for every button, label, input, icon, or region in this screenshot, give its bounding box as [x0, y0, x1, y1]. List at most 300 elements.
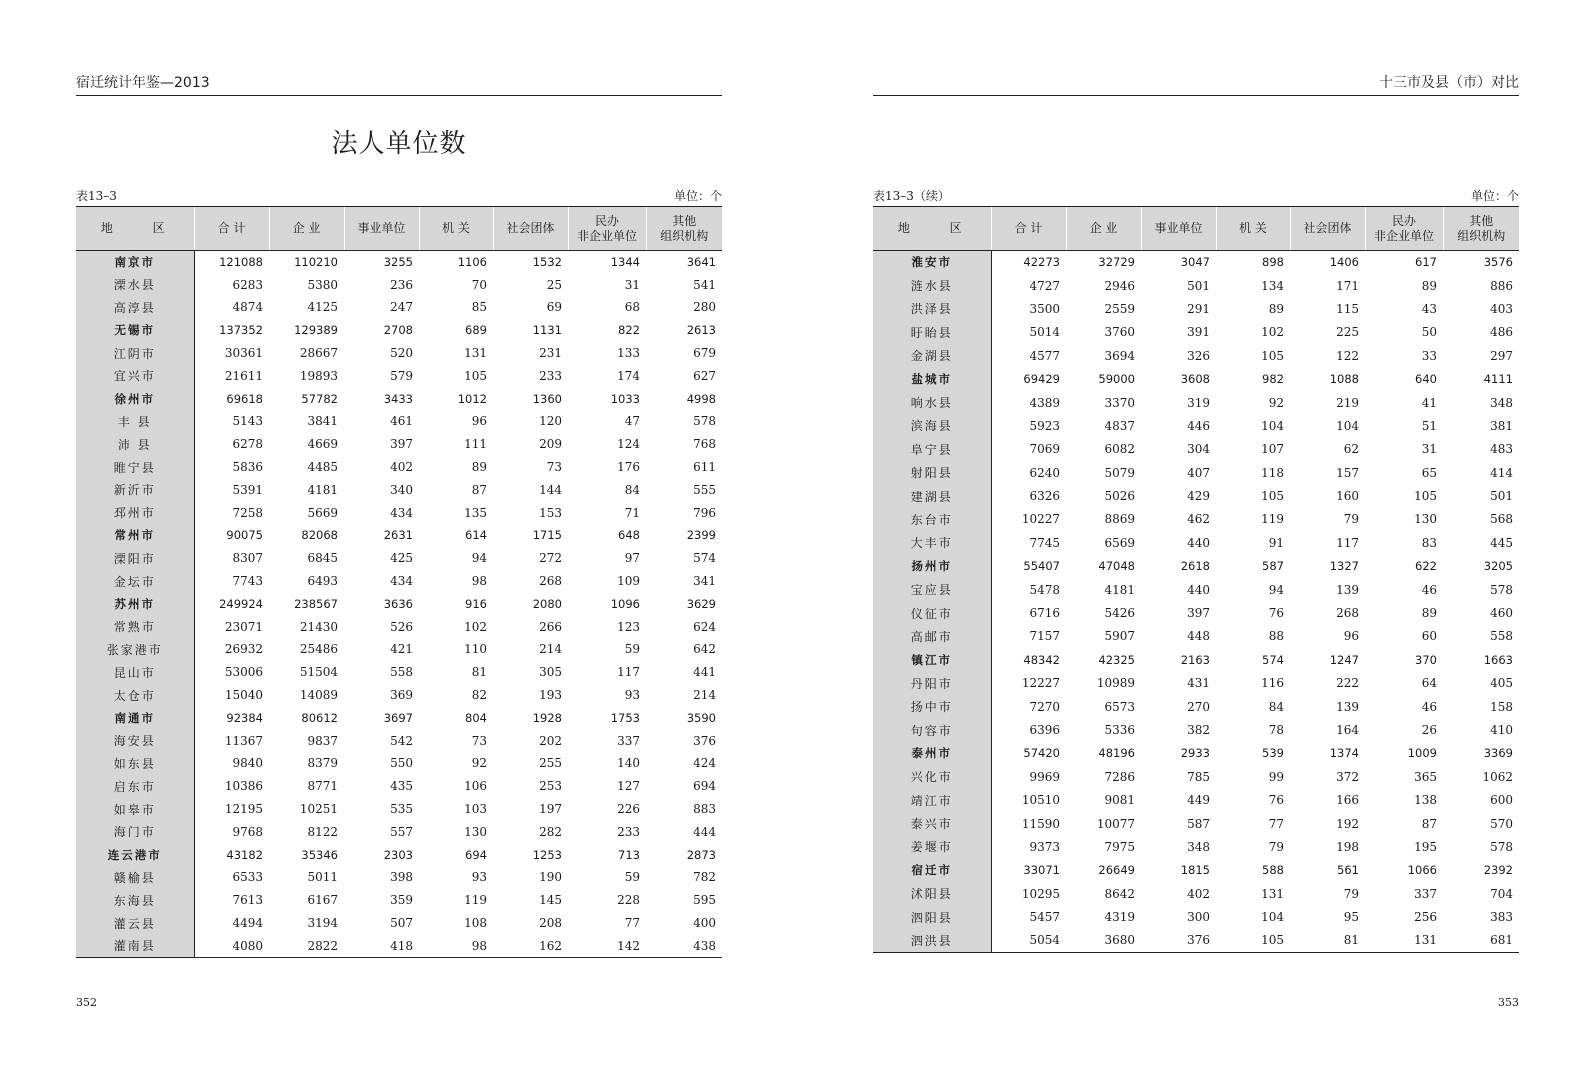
value-cell: 1532 — [532, 255, 562, 270]
table-row — [76, 456, 722, 479]
region-name-cell: 泗阳县 — [873, 905, 991, 928]
value-cell: 461 — [390, 414, 413, 429]
value-cell: 679 — [693, 346, 716, 361]
value-cell: 3433 — [383, 391, 413, 406]
value-cell: 31 — [624, 277, 640, 292]
value-cell: 10227 — [1021, 512, 1060, 527]
value-cell: 118 — [1261, 465, 1284, 480]
region-name-cell: 东台市 — [873, 508, 991, 531]
table-row — [76, 661, 722, 684]
value-cell: 982 — [1262, 372, 1284, 387]
value-cell: 2392 — [1483, 863, 1513, 878]
value-cell: 6326 — [1029, 489, 1060, 504]
value-cell: 4577 — [1029, 348, 1060, 363]
value-cell: 14089 — [299, 688, 338, 703]
value-cell: 370 — [1415, 652, 1437, 667]
value-cell: 483 — [1490, 442, 1513, 457]
header-social-org: 社会团体 — [493, 207, 568, 251]
value-cell: 3047 — [1180, 255, 1210, 270]
value-cell: 376 — [1141, 929, 1216, 952]
table-row — [873, 812, 1519, 835]
table-row — [873, 508, 1519, 531]
value-cell: 7270 — [1029, 699, 1060, 714]
value-cell: 5669 — [307, 505, 338, 520]
value-cell: 127 — [617, 779, 640, 794]
value-cell: 3205 — [1483, 559, 1513, 574]
value-cell: 460 — [1490, 606, 1513, 621]
value-cell: 69429 — [1023, 372, 1060, 387]
value-cell: 89 — [1421, 278, 1437, 293]
value-cell: 108 — [464, 916, 487, 930]
value-cell: 9081 — [1104, 793, 1135, 808]
value-cell: 291 — [1187, 301, 1210, 316]
value-cell: 88 — [1268, 629, 1284, 644]
table-row — [873, 672, 1519, 695]
value-cell: 421 — [390, 642, 413, 657]
region-name-cell: 句容市 — [873, 718, 991, 741]
value-cell: 33071 — [1023, 863, 1060, 878]
value-cell: 219 — [1336, 395, 1359, 410]
value-cell: 85 — [471, 300, 487, 315]
value-cell: 449 — [1187, 793, 1210, 808]
value-cell: 92384 — [226, 710, 263, 725]
header-agency: 机 关 — [419, 207, 493, 251]
value-cell: 9837 — [307, 733, 338, 748]
value-cell: 578 — [693, 414, 716, 429]
left-page — [76, 0, 722, 1077]
value-cell: 50 — [1421, 325, 1437, 340]
value-cell: 4111 — [1483, 372, 1513, 387]
value-cell: 8122 — [307, 824, 338, 839]
value-cell: 4494 — [232, 916, 263, 930]
table-row — [76, 934, 722, 957]
value-cell: 76 — [1268, 606, 1284, 621]
value-cell: 71 — [624, 505, 640, 520]
value-cell: 104 — [1261, 910, 1284, 925]
value-cell: 376 — [693, 733, 716, 748]
value-cell: 110210 — [294, 255, 338, 270]
table-row — [873, 765, 1519, 788]
header-private-line2: 非企业单位 — [576, 228, 637, 243]
value-cell: 138 — [1414, 793, 1437, 808]
value-cell: 77 — [624, 916, 640, 930]
table-row — [76, 843, 722, 866]
value-cell: 133 — [617, 346, 640, 361]
value-cell: 595 — [693, 893, 716, 908]
value-cell: 198 — [1336, 839, 1359, 854]
value-cell: 1088 — [1329, 372, 1359, 387]
value-cell: 431 — [1187, 676, 1210, 691]
value-cell: 391 — [1187, 325, 1210, 340]
value-cell: 570 — [1490, 816, 1513, 831]
value-cell: 372 — [1336, 769, 1359, 784]
value-cell: 94 — [1268, 582, 1284, 597]
region-name-cell: 南通市 — [76, 706, 194, 729]
value-cell: 611 — [693, 460, 716, 475]
region-name-cell: 邳州市 — [76, 501, 194, 524]
region-name-cell: 金坛市 — [76, 570, 194, 593]
value-cell: 383 — [1490, 910, 1513, 925]
value-cell: 53006 — [224, 665, 263, 680]
value-cell: 59 — [624, 642, 640, 657]
region-name-cell: 丹阳市 — [873, 672, 991, 695]
region-name-cell: 南京市 — [76, 251, 194, 274]
table-row — [873, 321, 1519, 344]
value-cell: 4389 — [1029, 395, 1060, 410]
region-name-cell: 海安县 — [76, 729, 194, 752]
region-name-cell: 灌南县 — [76, 934, 194, 957]
value-cell: 382 — [1187, 723, 1210, 737]
value-cell: 2946 — [1104, 278, 1135, 293]
region-name-cell: 大丰市 — [873, 531, 991, 554]
value-cell: 131 — [1261, 886, 1284, 901]
value-cell: 272 — [539, 551, 562, 566]
value-cell: 11367 — [224, 733, 263, 748]
value-cell: 326 — [1187, 348, 1210, 363]
value-cell: 2613 — [686, 323, 716, 338]
value-cell: 79 — [1268, 839, 1284, 854]
region-name-cell: 溧水县 — [76, 273, 194, 296]
value-cell: 414 — [1490, 465, 1513, 480]
value-cell: 130 — [464, 824, 487, 839]
value-cell: 9768 — [232, 824, 263, 839]
value-cell: 785 — [1187, 769, 1210, 784]
value-cell: 441 — [693, 665, 716, 680]
value-cell: 319 — [1187, 395, 1210, 410]
running-head-right: 十三市及县（市）对比 — [873, 73, 1519, 96]
table-row — [76, 729, 722, 752]
header-private-line1: 民办 — [1391, 213, 1416, 228]
value-cell: 158 — [1490, 699, 1513, 714]
table-row — [873, 905, 1519, 928]
value-cell: 214 — [539, 642, 562, 657]
header-row-right — [873, 207, 1519, 251]
region-name-cell: 响水县 — [873, 391, 991, 414]
table-row — [873, 882, 1519, 905]
value-cell: 121088 — [219, 255, 263, 270]
value-cell: 105 — [1261, 348, 1284, 363]
value-cell: 98 — [471, 574, 487, 589]
value-cell: 129389 — [294, 323, 338, 338]
value-cell: 462 — [1187, 512, 1210, 527]
value-cell: 1815 — [1180, 863, 1210, 878]
value-cell: 79 — [1343, 886, 1359, 901]
value-cell: 5380 — [307, 277, 338, 292]
region-name-cell: 高淳县 — [76, 296, 194, 319]
value-cell: 507 — [390, 916, 413, 930]
value-cell: 233 — [617, 824, 640, 839]
header-other — [1443, 207, 1519, 251]
header-other-line1: 其他 — [1469, 213, 1494, 228]
value-cell: 587 — [1262, 559, 1284, 574]
value-cell: 6167 — [307, 893, 338, 908]
table-row — [873, 929, 1519, 952]
value-cell: 41 — [1421, 395, 1437, 410]
value-cell: 8771 — [307, 779, 338, 794]
value-cell: 4181 — [307, 482, 338, 497]
value-cell: 574 — [1262, 652, 1284, 667]
value-cell: 137352 — [219, 323, 263, 338]
value-cell: 614 — [465, 528, 487, 543]
value-cell: 162 — [493, 934, 568, 957]
value-cell: 25 — [546, 277, 562, 292]
page-number-left: 352 — [76, 996, 97, 1009]
value-cell: 130 — [1414, 512, 1437, 527]
table-row — [873, 484, 1519, 507]
value-cell: 624 — [693, 619, 716, 634]
value-cell: 558 — [390, 665, 413, 680]
value-cell: 78 — [1268, 723, 1284, 737]
value-cell: 434 — [390, 574, 413, 589]
value-cell: 587 — [1187, 816, 1210, 831]
value-cell: 7069 — [1029, 442, 1060, 457]
value-cell: 160 — [1336, 489, 1359, 504]
value-cell: 3590 — [686, 710, 716, 725]
region-name-cell: 无锡市 — [76, 319, 194, 342]
value-cell: 642 — [693, 642, 716, 657]
value-cell: 10510 — [1021, 793, 1060, 808]
value-cell: 4319 — [1104, 910, 1135, 925]
value-cell: 535 — [390, 802, 413, 817]
table-row — [76, 478, 722, 501]
value-cell: 681 — [1443, 929, 1519, 952]
value-cell: 1012 — [457, 391, 487, 406]
value-cell: 33 — [1421, 348, 1437, 363]
table-row — [76, 570, 722, 593]
value-cell: 7258 — [232, 505, 263, 520]
value-cell: 2080 — [532, 596, 562, 611]
value-cell: 7975 — [1104, 839, 1135, 854]
value-cell: 5457 — [1029, 910, 1060, 925]
value-cell: 139 — [1336, 582, 1359, 597]
region-name-cell: 睢宁县 — [76, 456, 194, 479]
header-other-line2: 组织机构 — [660, 228, 709, 243]
region-name-cell: 姜堰市 — [873, 835, 991, 858]
value-cell: 898 — [1262, 255, 1284, 270]
region-name-cell: 苏州市 — [76, 592, 194, 615]
table-row — [873, 344, 1519, 367]
value-cell: 359 — [390, 893, 413, 908]
value-cell: 434 — [390, 505, 413, 520]
value-cell: 1033 — [610, 391, 640, 406]
value-cell: 5426 — [1104, 606, 1135, 621]
region-name-cell: 仪征市 — [873, 601, 991, 624]
value-cell: 640 — [1415, 372, 1437, 387]
value-cell: 10386 — [224, 779, 263, 794]
value-cell: 195 — [1414, 839, 1437, 854]
value-cell: 59000 — [1098, 372, 1135, 387]
value-cell: 542 — [390, 733, 413, 748]
value-cell: 5907 — [1104, 629, 1135, 644]
value-cell: 7613 — [232, 893, 263, 908]
value-cell: 541 — [693, 277, 716, 292]
value-cell: 694 — [693, 779, 716, 794]
region-name-cell: 海门市 — [76, 820, 194, 843]
value-cell: 51504 — [299, 665, 338, 680]
value-cell: 47048 — [1098, 559, 1135, 574]
value-cell: 916 — [465, 596, 487, 611]
value-cell: 501 — [1187, 278, 1210, 293]
header-region: 地 区 — [76, 207, 194, 251]
region-name-cell: 新沂市 — [76, 478, 194, 501]
region-name-cell: 连云港市 — [76, 843, 194, 866]
value-cell: 135 — [464, 505, 487, 520]
value-cell: 106 — [464, 779, 487, 794]
value-cell: 266 — [539, 619, 562, 634]
value-cell: 79 — [1343, 512, 1359, 527]
value-cell: 89 — [1268, 301, 1284, 316]
table-row — [76, 433, 722, 456]
table-row — [76, 547, 722, 570]
value-cell: 26932 — [224, 642, 263, 657]
value-cell: 1247 — [1329, 652, 1359, 667]
value-cell: 381 — [1490, 418, 1513, 433]
value-cell: 3697 — [383, 710, 413, 725]
value-cell: 407 — [1187, 465, 1210, 480]
value-cell: 713 — [618, 847, 640, 862]
value-cell: 21430 — [299, 619, 338, 634]
region-name-cell: 建湖县 — [873, 484, 991, 507]
table-row — [873, 718, 1519, 741]
value-cell: 23071 — [224, 619, 263, 634]
value-cell: 1066 — [1407, 863, 1437, 878]
value-cell: 6082 — [1104, 442, 1135, 457]
value-cell: 883 — [693, 802, 716, 817]
value-cell: 105 — [1414, 489, 1437, 504]
value-cell: 424 — [693, 756, 716, 771]
value-cell: 98 — [419, 934, 493, 957]
value-cell: 4125 — [307, 300, 338, 315]
value-cell: 60 — [1421, 629, 1437, 644]
value-cell: 65 — [1421, 465, 1437, 480]
table-row — [76, 319, 722, 342]
value-cell: 4998 — [686, 391, 716, 406]
table-row — [873, 601, 1519, 624]
value-cell: 555 — [693, 482, 716, 497]
value-cell: 268 — [539, 574, 562, 589]
region-name-cell: 常熟市 — [76, 615, 194, 638]
value-cell: 365 — [1414, 769, 1437, 784]
value-cell: 64 — [1421, 676, 1437, 691]
value-cell: 1344 — [610, 255, 640, 270]
right-page — [873, 0, 1519, 1077]
value-cell: 9373 — [1029, 839, 1060, 854]
value-cell: 102 — [464, 619, 487, 634]
value-cell: 622 — [1415, 559, 1437, 574]
value-cell: 557 — [390, 824, 413, 839]
value-cell: 4669 — [307, 437, 338, 452]
value-cell: 90075 — [226, 528, 263, 543]
value-cell: 226 — [617, 802, 640, 817]
table-row — [76, 706, 722, 729]
value-cell: 171 — [1336, 278, 1359, 293]
value-cell: 157 — [1336, 465, 1359, 480]
region-name-cell: 兴化市 — [873, 765, 991, 788]
table-meta-left — [76, 188, 722, 204]
value-cell: 268 — [1336, 606, 1359, 621]
value-cell: 6569 — [1104, 535, 1135, 550]
value-cell: 247 — [390, 300, 413, 315]
table-row — [873, 297, 1519, 320]
value-cell: 96 — [1343, 629, 1359, 644]
value-cell: 97 — [624, 551, 640, 566]
value-cell: 822 — [618, 323, 640, 338]
value-cell: 5026 — [1104, 489, 1135, 504]
value-cell: 2873 — [686, 847, 716, 862]
value-cell: 768 — [693, 437, 716, 452]
value-cell: 87 — [471, 482, 487, 497]
value-cell: 6493 — [307, 574, 338, 589]
region-name-cell: 泰州市 — [873, 742, 991, 765]
value-cell: 153 — [539, 505, 562, 520]
value-cell: 574 — [693, 551, 716, 566]
value-cell: 109 — [617, 574, 640, 589]
value-cell: 9840 — [232, 756, 263, 771]
value-cell: 166 — [1336, 793, 1359, 808]
table-row — [873, 461, 1519, 484]
header-agency: 机 关 — [1216, 207, 1290, 251]
value-cell: 435 — [390, 779, 413, 794]
table-row — [873, 414, 1519, 437]
value-cell: 4080 — [194, 934, 269, 957]
region-name-cell: 丰 县 — [76, 410, 194, 433]
value-cell: 5054 — [991, 929, 1066, 952]
value-cell: 1131 — [532, 323, 562, 338]
table-unit-left: 单位：个 — [673, 189, 722, 203]
table-row — [873, 742, 1519, 765]
table-row — [873, 578, 1519, 601]
value-cell: 32729 — [1098, 255, 1135, 270]
value-cell: 131 — [464, 346, 487, 361]
header-private-line2: 非企业单位 — [1373, 228, 1434, 243]
value-cell: 4181 — [1104, 582, 1135, 597]
value-cell: 68 — [624, 300, 640, 315]
value-cell: 5079 — [1104, 465, 1135, 480]
value-cell: 1663 — [1483, 652, 1513, 667]
region-name-cell: 常州市 — [76, 524, 194, 547]
table-row — [873, 859, 1519, 882]
value-cell: 256 — [1414, 910, 1437, 925]
value-cell: 89 — [1421, 606, 1437, 621]
region-name-cell: 淮安市 — [873, 251, 991, 274]
value-cell: 99 — [1268, 769, 1284, 784]
value-cell: 1062 — [1482, 769, 1513, 784]
value-cell: 57420 — [1023, 746, 1060, 761]
value-cell: 6573 — [1104, 699, 1135, 714]
table-row — [76, 684, 722, 707]
value-cell: 228 — [617, 893, 640, 908]
value-cell: 1009 — [1407, 746, 1437, 761]
value-cell: 193 — [539, 688, 562, 703]
value-cell: 116 — [1261, 676, 1284, 691]
region-name-cell: 射阳县 — [873, 461, 991, 484]
value-cell: 77 — [1268, 816, 1284, 831]
value-cell: 558 — [1490, 629, 1513, 644]
value-cell: 26 — [1421, 723, 1437, 737]
value-cell: 233 — [539, 368, 562, 383]
value-cell: 6533 — [232, 870, 263, 885]
region-name-cell: 金湖县 — [873, 344, 991, 367]
value-cell: 550 — [390, 756, 413, 771]
value-cell: 429 — [1187, 489, 1210, 504]
value-cell: 31 — [1421, 442, 1437, 457]
value-cell: 486 — [1490, 325, 1513, 340]
value-cell: 30361 — [224, 346, 263, 361]
value-cell: 89 — [471, 460, 487, 475]
value-cell: 62 — [1343, 442, 1359, 457]
table-row — [76, 501, 722, 524]
value-cell: 402 — [1187, 886, 1210, 901]
